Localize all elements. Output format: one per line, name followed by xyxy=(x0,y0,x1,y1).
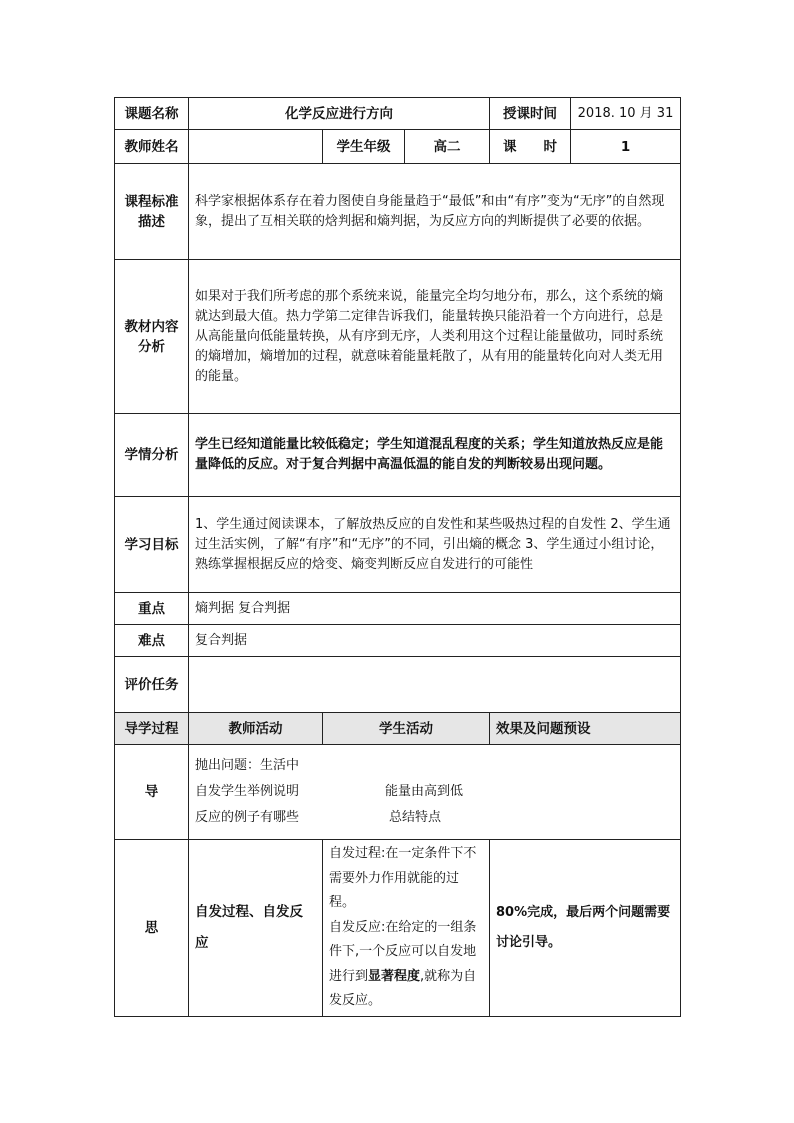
student-row xyxy=(115,414,681,497)
guide-line-3-student: 总结特点 xyxy=(389,810,442,825)
stage-guide: 导 xyxy=(115,745,189,840)
eval-row xyxy=(115,657,681,713)
think-student-1: 自发过程:在一定条件下不需要外力作用就能的过程。 xyxy=(329,846,477,910)
think-student-2a: 自发反应:在给定的一组条件下,一个反应可以自发地进行到 xyxy=(329,919,477,984)
guide-content xyxy=(189,745,681,840)
think-student-2-emphasis: 显著程度 xyxy=(368,968,421,984)
hours-label: 课 时 xyxy=(490,130,571,164)
think-student-2c: ,就称为自发反应。 xyxy=(329,968,477,1008)
header-row-teacher xyxy=(115,130,681,164)
material-label: 教材内容分析 xyxy=(115,260,189,414)
guide-line-1: 抛出问题：生活中 xyxy=(195,758,300,773)
topic-value: 化学反应进行方向 xyxy=(189,98,490,130)
think-teacher: 自发过程、自发反应 xyxy=(189,840,323,1017)
hours-value: 1 xyxy=(571,130,681,164)
col-student: 学生活动 xyxy=(323,713,490,745)
col-teacher: 教师活动 xyxy=(189,713,323,745)
process-row-think xyxy=(115,840,681,1017)
grade-label: 学生年级 xyxy=(323,130,405,164)
standard-row xyxy=(115,164,681,260)
guide-line-3: 反应的例子有哪些 xyxy=(195,810,300,825)
standard-label: 课程标准描述 xyxy=(115,164,189,260)
material-text: 如果对于我们所考虑的那个系统来说，能量完全均匀地分布，那么，这个系统的熵就达到最大值。热力学第二定律告诉我们，能量转换只能沿着一个方向进行，总是从高能量向低能量转换，从有序到无序，人类利用这个过程让能量做功，同时系统的熵增加，熵增加的过程，就意味着能量耗散了，从有用的能量转化向对人类无用的能量。 xyxy=(189,260,681,414)
think-student xyxy=(323,840,490,1017)
header-row-topic xyxy=(115,98,681,130)
col-process: 导学过程 xyxy=(115,713,189,745)
key-label: 重点 xyxy=(115,593,189,625)
guide-lines xyxy=(195,753,674,831)
think-effect: 80%完成，最后两个问题需要讨论引导。 xyxy=(490,840,681,1017)
grade-value: 高二 xyxy=(405,130,490,164)
process-row-guide xyxy=(115,745,681,840)
process-header-row xyxy=(115,713,681,745)
think-student-2 xyxy=(329,916,483,1014)
topic-label: 课题名称 xyxy=(115,98,189,130)
key-text: 熵判据 复合判据 xyxy=(189,593,681,625)
difficulty-label: 难点 xyxy=(115,625,189,657)
key-row xyxy=(115,593,681,625)
eval-label: 评价任务 xyxy=(115,657,189,713)
material-row xyxy=(115,260,681,414)
eval-text xyxy=(189,657,681,713)
teacher-value xyxy=(189,130,323,164)
lesson-plan-table xyxy=(114,97,681,1017)
difficulty-text: 复合判据 xyxy=(189,625,681,657)
col-effect: 效果及问题预设 xyxy=(490,713,681,745)
time-value: 2018. 10 月 31 xyxy=(571,98,681,130)
goal-label: 学习目标 xyxy=(115,497,189,593)
teacher-label: 教师姓名 xyxy=(115,130,189,164)
student-text: 学生已经知道能量比较低稳定；学生知道混乱程度的关系；学生知道放热反应是能量降低的反应。对于复合判据中高温低温的能自发的判断较易出现问题。 xyxy=(189,414,681,497)
difficulty-row xyxy=(115,625,681,657)
student-label: 学情分析 xyxy=(115,414,189,497)
goal-text: 1、学生通过阅读课本，了解放热反应的自发性和某些吸热过程的自发性 2、学生通过生活实例，了解“有序”和“无序”的不同，引出熵的概念 3、学生通过小组讨论，熟练掌握根据反应的焓变、熵变判断反应自发进行的可能性 xyxy=(189,497,681,593)
guide-line-2-student: 能量由高到低 xyxy=(385,784,464,799)
time-label: 授课时间 xyxy=(490,98,571,130)
guide-line-2: 自发学生举例说明 xyxy=(195,784,300,799)
goal-row xyxy=(115,497,681,593)
standard-text: 科学家根据体系存在着力图使自身能量趋于“最低”和由“有序”变为“无序”的自然现象，提出了互相关联的焓判据和熵判据，为反应方向的判断提供了必要的依据。 xyxy=(189,164,681,260)
stage-think: 思 xyxy=(115,840,189,1017)
